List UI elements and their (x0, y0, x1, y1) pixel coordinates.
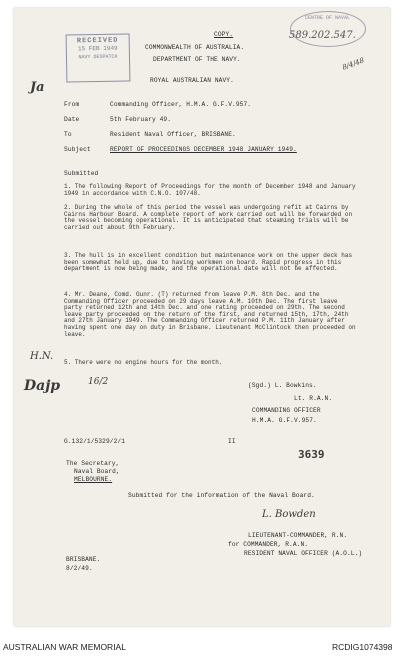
submitted-label: Submitted (64, 170, 99, 177)
oval-stamp (290, 11, 366, 47)
paragraph-1: 1. The following Report of Proceedings for the month of December 1948 and January 1949 in accordance with C.N.O. 107/48. (64, 183, 356, 197)
footer-archive-name: AUSTRALIAN WAR MEMORIAL (3, 642, 126, 652)
paragraph-5: 5. There were no engine hours for the month. (64, 359, 223, 366)
from-value: Commanding Officer, H.M.A. G.F.V.957. (110, 101, 252, 108)
minute-roman: II (228, 438, 236, 445)
minute-place: BRISBANE. (66, 556, 101, 563)
to-label: To (64, 131, 72, 138)
oval-stamp-text: CENTRE OF NAVAL (305, 15, 351, 21)
signature-rank: Lt. R.A.N. (294, 395, 333, 402)
handwritten-signature: L. Bowden (262, 509, 316, 520)
subject-label: Subject (64, 146, 91, 153)
subject-value: REPORT OF PROCEEDINGS DECEMBER 1948 JANUARY 1949. (110, 146, 297, 153)
header-navy: ROYAL AUSTRALIAN NAVY. (150, 77, 234, 84)
copy-label: COPY. (214, 31, 234, 38)
stamp-date: 15 FEB 1949 (77, 44, 118, 53)
from-label: From (64, 101, 80, 108)
header-department: DEPARTMENT OF THE NAVY. (153, 56, 241, 63)
handwritten-initials-date: 16/2 (88, 377, 109, 387)
paragraph-2: 2. During the whole of this period the vessel was undergoing refit at Cairns by Cairns Harbour Board. A complete report of work carried out will be forwarded on the vessel becoming operational. It is anticipated that steaming trials will be carried out about 9th February. (64, 204, 353, 231)
date-label: Date (64, 116, 80, 123)
paragraph-3: 3. The hull is in excellent condition but maintenance work on the upper deck has been somewhat held up, due to having workmen on board. Rapid progress in this department is now being made, and the operational date will not be affected. (64, 252, 353, 273)
signature-vessel: H.M.A. G.F.V.957. (252, 417, 317, 424)
addressee-line-2: Naval Board, (74, 468, 120, 475)
stamp-title: RECEIVED (76, 36, 119, 46)
minute-signature-3: RESIDENT NAVAL OFFICER (A.O.L.) (244, 550, 363, 557)
handwritten-ref-number: 3639 (298, 448, 325, 461)
handwritten-initials: Dajp (24, 378, 61, 394)
addressee-line-3: MELBOURNE. (74, 476, 113, 483)
paragraph-4: 4. Mr. Deane, Comd. Gunr. (T) returned from leave P.M. 8th Dec. and the Commanding Officer proceeded on 29 days leave A.M. 10th Dec. The first leave party returned 12th and 14th Dec. and one rating proceeded on 29th. The second leave party proceeded on the return of the first, and returned 15th, 17th, 24th and 27th January 1949. The Commanding Officer returned P.M. 11th January after having spent one day on duty in Brisbane. Lieutenant McClintock then proceeded on leave. (64, 291, 356, 338)
received-stamp (66, 33, 131, 82)
minute-date: 8/2/49. (66, 565, 93, 572)
minute-signature-1: LIEUTENANT-COMMANDER, R.N. (248, 532, 348, 539)
handwritten-top-date: 8/4/48 (341, 56, 366, 72)
minute-reference: G.132/1/5329/2/1 (64, 438, 126, 445)
addressee-line-1: The Secretary, (66, 460, 120, 467)
minute-signature-2: for COMMANDER, R.A.N. (228, 541, 309, 548)
stamp-dept: NAVY DESPATCH (78, 53, 118, 61)
signature-sgd: (Sgd.) L. Bowkins. (248, 382, 317, 389)
signature-title: COMMANDING OFFICER (252, 407, 321, 414)
to-value: Resident Naval Officer, BRISBANE. (110, 131, 236, 138)
date-value: 5th February 49. (110, 116, 172, 123)
handwritten-margin-mark: Ja (30, 80, 45, 95)
header-commonwealth: COMMONWEALTH OF AUSTRALIA. (145, 44, 245, 51)
handwritten-file-number: 589.202.547. (289, 30, 356, 41)
minute-submitted: Submitted for the information of the Naval Board. (128, 492, 315, 499)
handwritten-hn: H.N. (30, 351, 54, 362)
footer-record-id: RCDIG1074398 (332, 642, 393, 652)
